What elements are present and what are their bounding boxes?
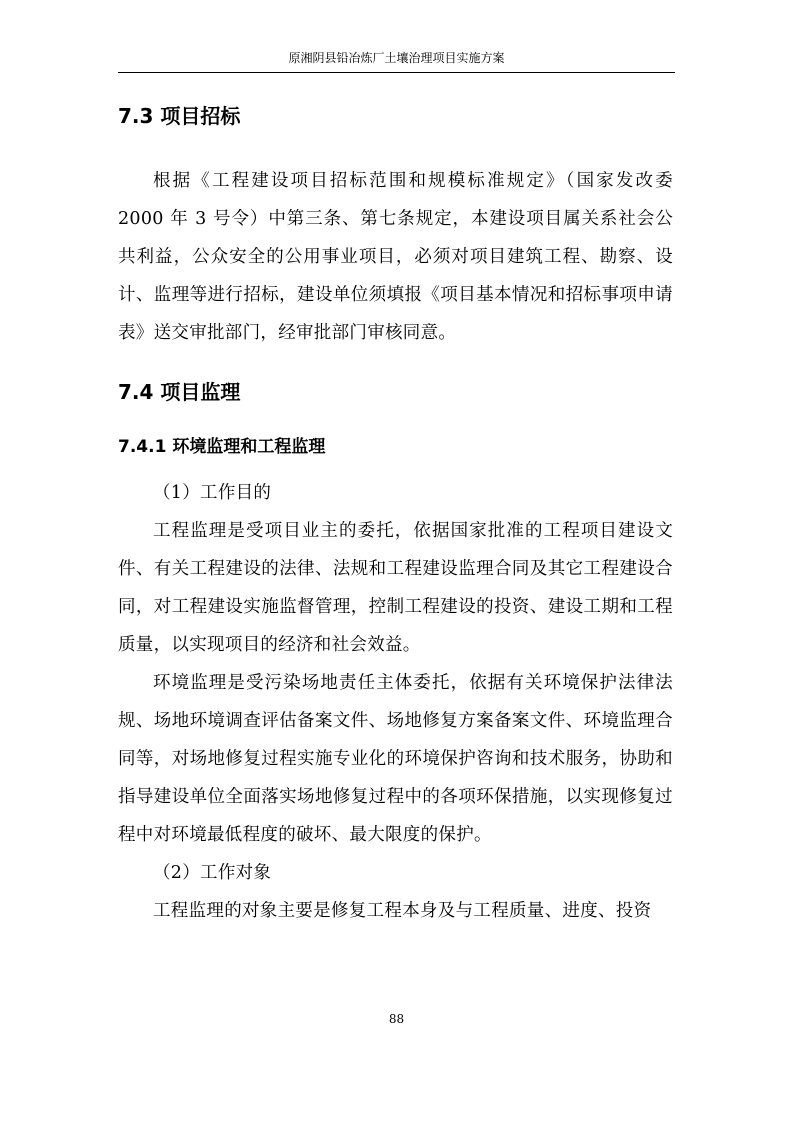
document-title: 原湘阴县铅冶炼厂土壤治理项目实施方案 — [288, 51, 505, 65]
section-heading-7-4: 7.4 项目监理 — [118, 380, 241, 404]
paragraph-supervision-object: 工程监理的对象主要是修复工程本身及与工程质量、进度、投资 — [153, 901, 652, 921]
page-number: 88 — [388, 1012, 405, 1026]
paragraph-engineering-supervision: 工程监理是受项目业主的委托，依据国家批准的工程项目建设文件、有关工程建设的法律、法规和工程建设监理合同及其它工程建设合同，对工程建设实施监督管理，控制工程建设的投资、建设工期和工程质量，以实现项目的经济和社会效益。 — [118, 521, 673, 655]
page-content — [118, 92, 673, 930]
page-header — [118, 48, 675, 73]
subsection-heading-7-4-1: 7.4.1 环境监理和工程监理 — [118, 437, 326, 457]
item-label-work-object: （2）工作对象 — [153, 863, 272, 883]
paragraph-bidding: 根据《工程建设项目招标范围和规模标准规定》（国家发改委 2000 年 3 号令）中第三条、第七条规定，本建设项目属关系社会公共利益，公众安全的公用事业项目，必须对项目建筑工程、勘察、设计、监理等进行招标，建设单位须填报《项目基本情况和招标事项申请表》送交审批部门，经审批部门审核同意。 — [118, 171, 673, 343]
paragraph-environmental-supervision: 环境监理是受污染场地责任主体委托，依据有关环境保护法律法规、场地环境调查评估备案文件、场地修复方案备案文件、环境监理合同等，对场地修复过程实施专业化的环境保护咨询和技术服务，协助和指导建设单位全面落实场地修复过程中的各项环保措施，以实现修复过程中对环境最低程度的破坏、最大限度的保护。 — [118, 673, 673, 845]
item-label-work-purpose: （1）工作目的 — [153, 483, 272, 503]
section-heading-7-3: 7.3 项目招标 — [118, 104, 241, 128]
